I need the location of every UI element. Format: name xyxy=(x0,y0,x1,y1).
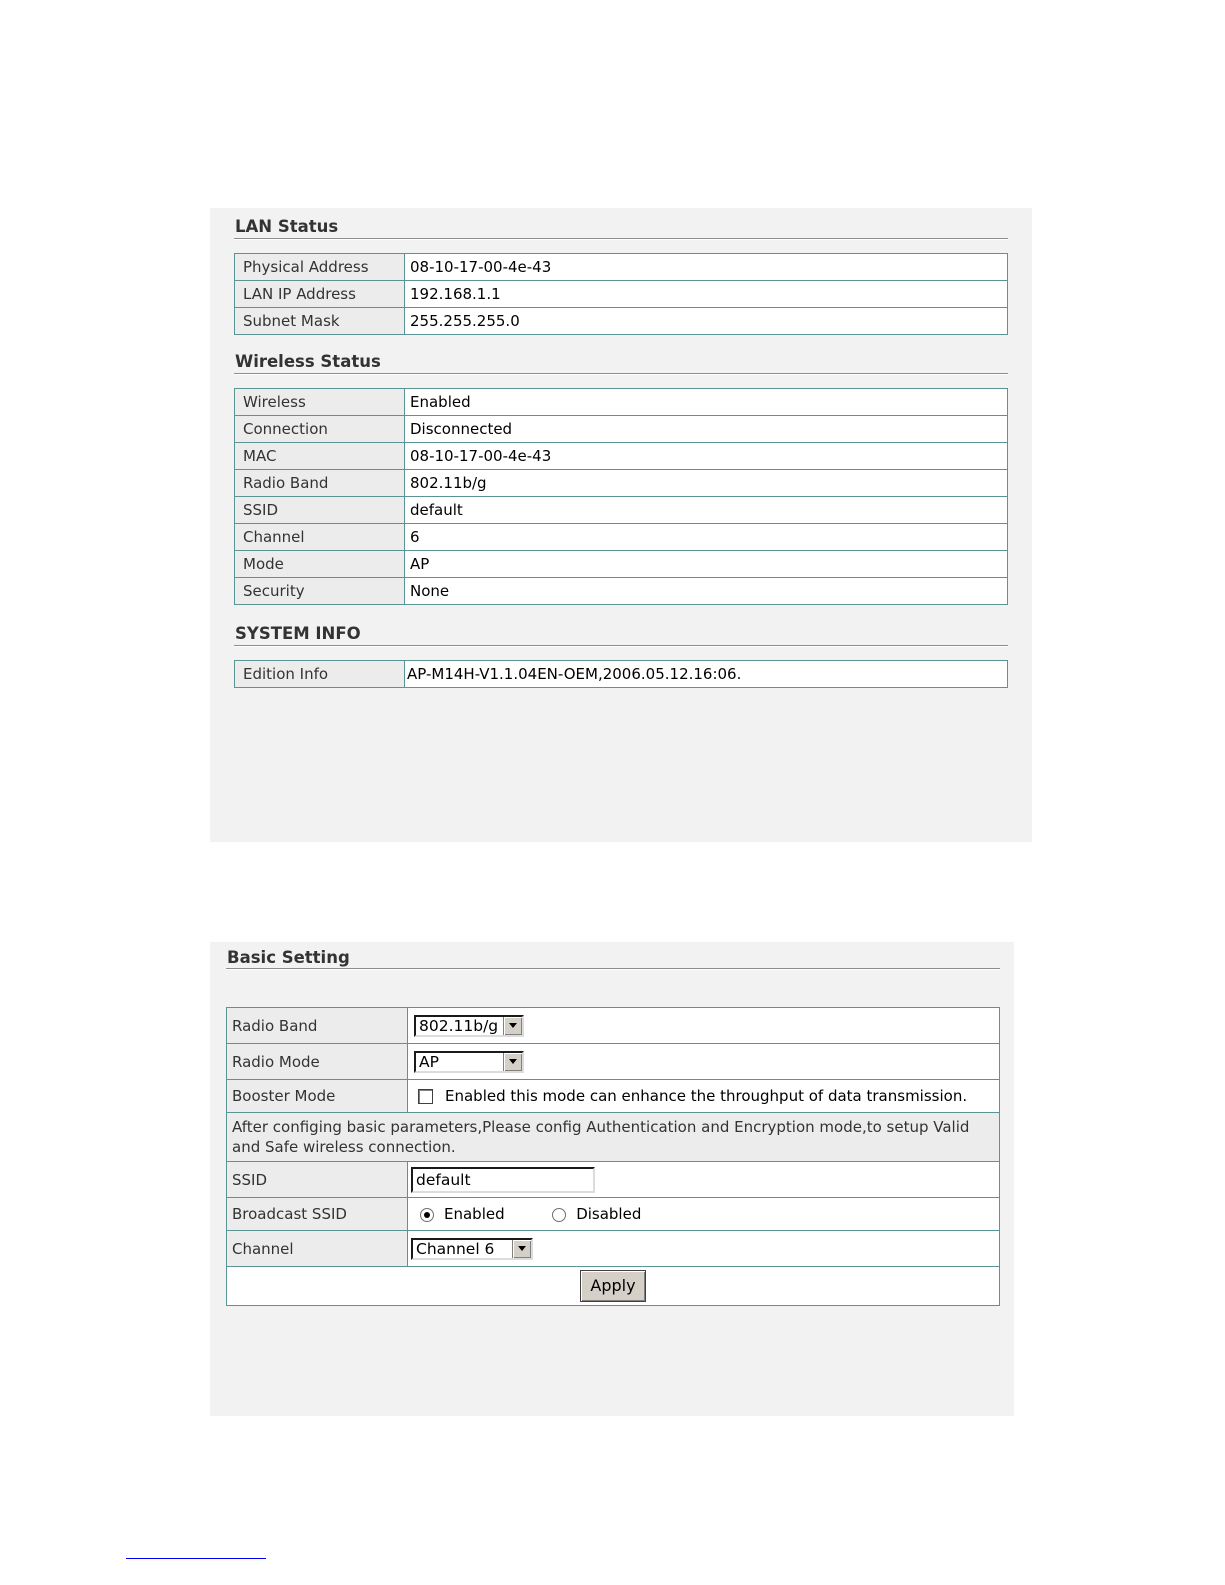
ssid-label: SSID xyxy=(235,497,405,524)
broadcast-ssid-row xyxy=(227,1198,1000,1231)
table-row xyxy=(235,308,1008,335)
edition-info-label: Edition Info xyxy=(235,661,405,688)
subnet-mask-label: Subnet Mask xyxy=(235,308,405,335)
apply-cell xyxy=(227,1267,1000,1306)
status-panel xyxy=(210,208,1032,842)
ssid-input[interactable]: default xyxy=(411,1167,595,1193)
wireless-label: Wireless xyxy=(235,389,405,416)
configuration-note: After configing basic parameters,Please config Authentication and Encryption mode,to setup Valid and Safe wireless connection. xyxy=(227,1113,1000,1162)
channel-label: Channel xyxy=(235,524,405,551)
spacer xyxy=(234,605,1008,623)
chevron-down-icon[interactable] xyxy=(512,1240,531,1258)
radio-band-row xyxy=(227,1008,1000,1044)
table-row xyxy=(235,470,1008,497)
table-row xyxy=(235,551,1008,578)
lan-ip-address-value: 192.168.1.1 xyxy=(405,281,1008,308)
channel-cell xyxy=(408,1231,1000,1267)
wireless-status-table xyxy=(234,388,1008,605)
chevron-down-icon[interactable] xyxy=(503,1017,522,1035)
subnet-mask-value: 255.255.255.0 xyxy=(405,308,1008,335)
table-row xyxy=(235,578,1008,605)
mode-value: AP xyxy=(405,551,1008,578)
system-info-table xyxy=(234,660,1008,688)
table-row xyxy=(235,524,1008,551)
radio-mode-field-label: Radio Mode xyxy=(227,1044,408,1080)
ssid-row xyxy=(227,1162,1000,1198)
table-row xyxy=(235,661,1008,688)
table-row xyxy=(235,497,1008,524)
connection-value: Disconnected xyxy=(405,416,1008,443)
table-row xyxy=(235,254,1008,281)
booster-mode-checkbox[interactable] xyxy=(418,1089,433,1104)
mac-label: MAC xyxy=(235,443,405,470)
wireless-status-heading: Wireless Status xyxy=(234,351,1008,374)
broadcast-ssid-field-label: Broadcast SSID xyxy=(227,1198,408,1231)
lan-status-heading: LAN Status xyxy=(234,216,1008,239)
basic-setting-form xyxy=(226,1007,1000,1306)
radio-band-cell xyxy=(408,1008,1000,1044)
channel-select[interactable] xyxy=(411,1238,533,1260)
table-row xyxy=(235,281,1008,308)
ssid-field-label: SSID xyxy=(227,1162,408,1198)
basic-setting-heading: Basic Setting xyxy=(226,948,1000,969)
channel-value: 6 xyxy=(405,524,1008,551)
radio-band-field-label: Radio Band xyxy=(227,1008,408,1044)
lan-ip-address-label: LAN IP Address xyxy=(235,281,405,308)
booster-mode-row xyxy=(227,1080,1000,1113)
table-row xyxy=(235,416,1008,443)
basic-setting-content xyxy=(226,948,1000,1306)
security-value: None xyxy=(405,578,1008,605)
radio-band-value: 802.11b/g xyxy=(405,470,1008,497)
radio-band-select[interactable] xyxy=(414,1015,524,1037)
table-row xyxy=(235,389,1008,416)
channel-field-label: Channel xyxy=(227,1231,408,1267)
radio-mode-select[interactable] xyxy=(414,1051,524,1073)
security-label: Security xyxy=(235,578,405,605)
edition-info-value: AP-M14H-V1.1.04EN-OEM,2006.05.12.16:06. xyxy=(405,661,1008,688)
spacer xyxy=(234,335,1008,351)
broadcast-disabled-label: Disabled xyxy=(576,1205,642,1223)
radio-band-label: Radio Band xyxy=(235,470,405,497)
physical-address-label: Physical Address xyxy=(235,254,405,281)
mode-label: Mode xyxy=(235,551,405,578)
chevron-down-icon[interactable] xyxy=(503,1053,522,1071)
radio-mode-row xyxy=(227,1044,1000,1080)
lan-status-table xyxy=(234,253,1008,335)
channel-selected: Channel 6 xyxy=(416,1239,495,1258)
system-info-heading: SYSTEM INFO xyxy=(234,623,1008,646)
broadcast-ssid-cell xyxy=(408,1198,1000,1231)
broadcast-enabled-radio[interactable] xyxy=(420,1208,434,1222)
status-content xyxy=(234,216,1008,688)
booster-mode-cell xyxy=(408,1080,1000,1113)
basic-setting-panel xyxy=(210,942,1014,1416)
radio-mode-cell xyxy=(408,1044,1000,1080)
wireless-value: Enabled xyxy=(405,389,1008,416)
broadcast-enabled-label: Enabled xyxy=(444,1205,505,1223)
radio-band-selected: 802.11b/g xyxy=(419,1016,499,1035)
apply-button[interactable]: Apply xyxy=(580,1270,645,1302)
ssid-value: default xyxy=(405,497,1008,524)
radio-mode-selected: AP xyxy=(419,1052,439,1071)
note-row xyxy=(227,1113,1000,1162)
footnote-divider xyxy=(126,1558,266,1559)
table-row xyxy=(235,443,1008,470)
connection-label: Connection xyxy=(235,416,405,443)
booster-mode-description: Enabled this mode can enhance the throughput of data transmission. xyxy=(445,1087,968,1105)
apply-row xyxy=(227,1267,1000,1306)
physical-address-value: 08-10-17-00-4e-43 xyxy=(405,254,1008,281)
mac-value: 08-10-17-00-4e-43 xyxy=(405,443,1008,470)
booster-mode-field-label: Booster Mode xyxy=(227,1080,408,1113)
broadcast-disabled-radio[interactable] xyxy=(552,1208,566,1222)
channel-row xyxy=(227,1231,1000,1267)
ssid-cell xyxy=(408,1162,1000,1198)
